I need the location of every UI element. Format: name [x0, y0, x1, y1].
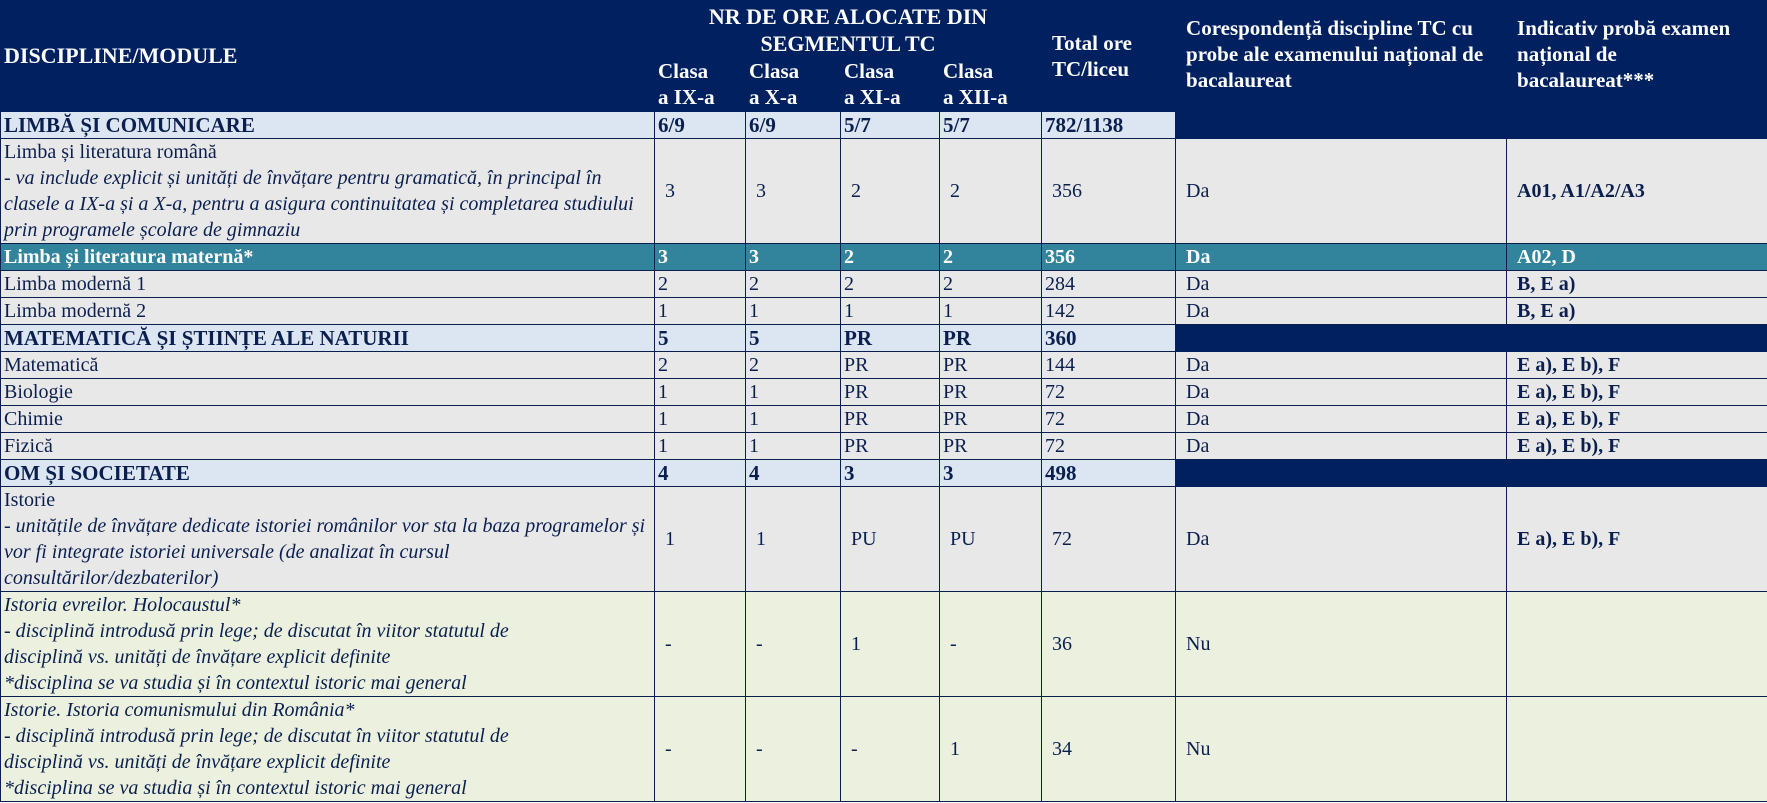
total-hours: 782/1138 [1042, 112, 1176, 139]
correspondence-cell: Da [1176, 379, 1507, 406]
correspondence-cell: Da [1176, 298, 1507, 325]
hours-ix: 1 [655, 298, 746, 325]
correspondence-cell: Da [1176, 406, 1507, 433]
correspondence-cell: Nu [1176, 592, 1507, 697]
hours-x: 1 [746, 379, 841, 406]
indicator-cell: A02, D [1507, 244, 1767, 271]
hours-ix: 6/9 [655, 112, 746, 139]
correspondence-cell: Da [1176, 271, 1507, 298]
hours-xii: - [940, 592, 1042, 697]
category-blank [1176, 460, 1767, 487]
total-hours: 360 [1042, 325, 1176, 352]
hours-xii: 1 [940, 298, 1042, 325]
correspondence-cell: Da [1176, 487, 1507, 592]
hours-ix: 1 [655, 406, 746, 433]
total-hours: 34 [1042, 697, 1176, 802]
hours-xi: 2 [841, 139, 940, 244]
header-class-ix: Clasa a IX-a [655, 58, 746, 112]
header-class-xi: Clasa a XI-a [841, 58, 940, 112]
total-hours: 72 [1042, 433, 1176, 460]
hours-x: - [746, 592, 841, 697]
discipline-cell: Limba modernă 1 [1, 271, 655, 298]
category-row [1, 460, 1767, 487]
hours-xi: PR [841, 352, 940, 379]
hours-xi: PU [841, 487, 940, 592]
discipline-cell: Fizică [1, 433, 655, 460]
total-hours: 356 [1042, 139, 1176, 244]
header-class-xii: Clasa a XII-a [940, 58, 1042, 112]
correspondence-cell: Nu [1176, 697, 1507, 802]
hours-xi: PR [841, 379, 940, 406]
discipline-cell: Chimie [1, 406, 655, 433]
hours-ix: 3 [655, 139, 746, 244]
hours-x: 5 [746, 325, 841, 352]
hours-ix: 5 [655, 325, 746, 352]
header-discipline: DISCIPLINE/MODULE [1, 1, 655, 112]
hours-x: 1 [746, 487, 841, 592]
table-row [1, 139, 1767, 244]
hours-xi: 2 [841, 244, 940, 271]
hours-xii: 2 [940, 244, 1042, 271]
hours-xii: PR [940, 379, 1042, 406]
indicator-cell [1507, 592, 1767, 697]
hours-ix: 3 [655, 244, 746, 271]
table-row [1, 487, 1767, 592]
correspondence-cell: Da [1176, 433, 1507, 460]
table-row [1, 697, 1767, 802]
total-hours: 72 [1042, 487, 1176, 592]
table-row [1, 271, 1767, 298]
category-name: OM ȘI SOCIETATE [1, 460, 655, 487]
table-row [1, 406, 1767, 433]
total-hours: 498 [1042, 460, 1176, 487]
category-name: LIMBĂ ȘI COMUNICARE [1, 112, 655, 139]
table-row [1, 433, 1767, 460]
total-hours: 36 [1042, 592, 1176, 697]
indicator-cell: E a), E b), F [1507, 433, 1767, 460]
indicator-cell: E a), E b), F [1507, 352, 1767, 379]
table-row [1, 352, 1767, 379]
total-hours: 142 [1042, 298, 1176, 325]
hours-xii: PR [940, 406, 1042, 433]
hours-x: 3 [746, 244, 841, 271]
hours-x: 2 [746, 271, 841, 298]
hours-x: 4 [746, 460, 841, 487]
header-indicator: Indicativ probă examen național de bacalaureat*** [1507, 1, 1767, 112]
hours-xi: 1 [841, 298, 940, 325]
total-hours: 144 [1042, 352, 1176, 379]
hours-x: 1 [746, 406, 841, 433]
hours-xii: PU [940, 487, 1042, 592]
correspondence-cell: Da [1176, 352, 1507, 379]
hours-xi: - [841, 697, 940, 802]
indicator-cell: B, E a) [1507, 271, 1767, 298]
hours-xi: PR [841, 406, 940, 433]
hours-xii: 3 [940, 460, 1042, 487]
hours-x: 1 [746, 433, 841, 460]
hours-x: - [746, 697, 841, 802]
table-row [1, 379, 1767, 406]
hours-xi: 5/7 [841, 112, 940, 139]
indicator-cell: A01, A1/A2/A3 [1507, 139, 1767, 244]
indicator-cell [1507, 697, 1767, 802]
total-hours: 356 [1042, 244, 1176, 271]
hours-xi: 1 [841, 592, 940, 697]
discipline-cell: Limba și literatura maternă* [1, 244, 655, 271]
category-blank [1176, 112, 1767, 139]
hours-x: 1 [746, 298, 841, 325]
correspondence-cell: Da [1176, 139, 1507, 244]
correspondence-cell: Da [1176, 244, 1507, 271]
discipline-cell: Istorie - unitățile de învățare dedicate istoriei românilor vor sta la baza programelor și vor fi integrate istoriei universale (de analizat în cursul consultărilor/dezbaterilor) [1, 487, 655, 592]
hours-xii: PR [940, 352, 1042, 379]
header-hours-group: NR DE ORE ALOCATE DIN SEGMENTUL TC [655, 1, 1042, 58]
discipline-cell: Biologie [1, 379, 655, 406]
indicator-cell: B, E a) [1507, 298, 1767, 325]
hours-ix: - [655, 697, 746, 802]
hours-xii: 1 [940, 697, 1042, 802]
hours-xii: 2 [940, 271, 1042, 298]
hours-ix: 1 [655, 433, 746, 460]
hours-xi: 3 [841, 460, 940, 487]
hours-ix: 4 [655, 460, 746, 487]
category-name: MATEMATICĂ ȘI ȘTIINȚE ALE NATURII [1, 325, 655, 352]
hours-x: 2 [746, 352, 841, 379]
hours-xii: PR [940, 325, 1042, 352]
hours-ix: - [655, 592, 746, 697]
table-row-highlighted [1, 244, 1767, 271]
header-total: Total ore TC/liceu [1042, 1, 1176, 112]
indicator-cell: E a), E b), F [1507, 406, 1767, 433]
header-correspondence: Corespondență discipline TC cu probe ale examenului național de bacalaureat [1176, 1, 1507, 112]
discipline-cell: Istorie. Istoria comunismului din România* - disciplină introdusă prin lege; de discutat în viitor statutul de disciplină vs. unități de învățare explicit definite *disciplina se va studia și în contextul istoric mai general [1, 697, 655, 802]
hours-x: 3 [746, 139, 841, 244]
category-blank [1176, 325, 1767, 352]
header-class-x: Clasa a X-a [746, 58, 841, 112]
indicator-cell: E a), E b), F [1507, 379, 1767, 406]
hours-ix: 2 [655, 352, 746, 379]
table-row [1, 298, 1767, 325]
discipline-cell: Limba și literatura română - va include explicit și unități de învățare pentru gramatică, în principal în clasele a IX-a și a X-a, pentru a asigura continuitatea și completarea studiului prin programele școlare de gimnaziu [1, 139, 655, 244]
hours-x: 6/9 [746, 112, 841, 139]
total-hours: 284 [1042, 271, 1176, 298]
table-row [1, 592, 1767, 697]
hours-xi: 2 [841, 271, 940, 298]
total-hours: 72 [1042, 379, 1176, 406]
discipline-cell: Matematică [1, 352, 655, 379]
discipline-cell: Limba modernă 2 [1, 298, 655, 325]
discipline-cell: Istoria evreilor. Holocaustul* - disciplină introdusă prin lege; de discutat în viitor statutul de disciplină vs. unități de învățare explicit definite *disciplina se va studia și în contextul istoric mai general [1, 592, 655, 697]
hours-xii: 5/7 [940, 112, 1042, 139]
category-row [1, 112, 1767, 139]
hours-ix: 1 [655, 487, 746, 592]
category-row [1, 325, 1767, 352]
hours-xi: PR [841, 325, 940, 352]
hours-xi: PR [841, 433, 940, 460]
total-hours: 72 [1042, 406, 1176, 433]
hours-xii: PR [940, 433, 1042, 460]
indicator-cell: E a), E b), F [1507, 487, 1767, 592]
hours-ix: 1 [655, 379, 746, 406]
hours-ix: 2 [655, 271, 746, 298]
hours-xii: 2 [940, 139, 1042, 244]
